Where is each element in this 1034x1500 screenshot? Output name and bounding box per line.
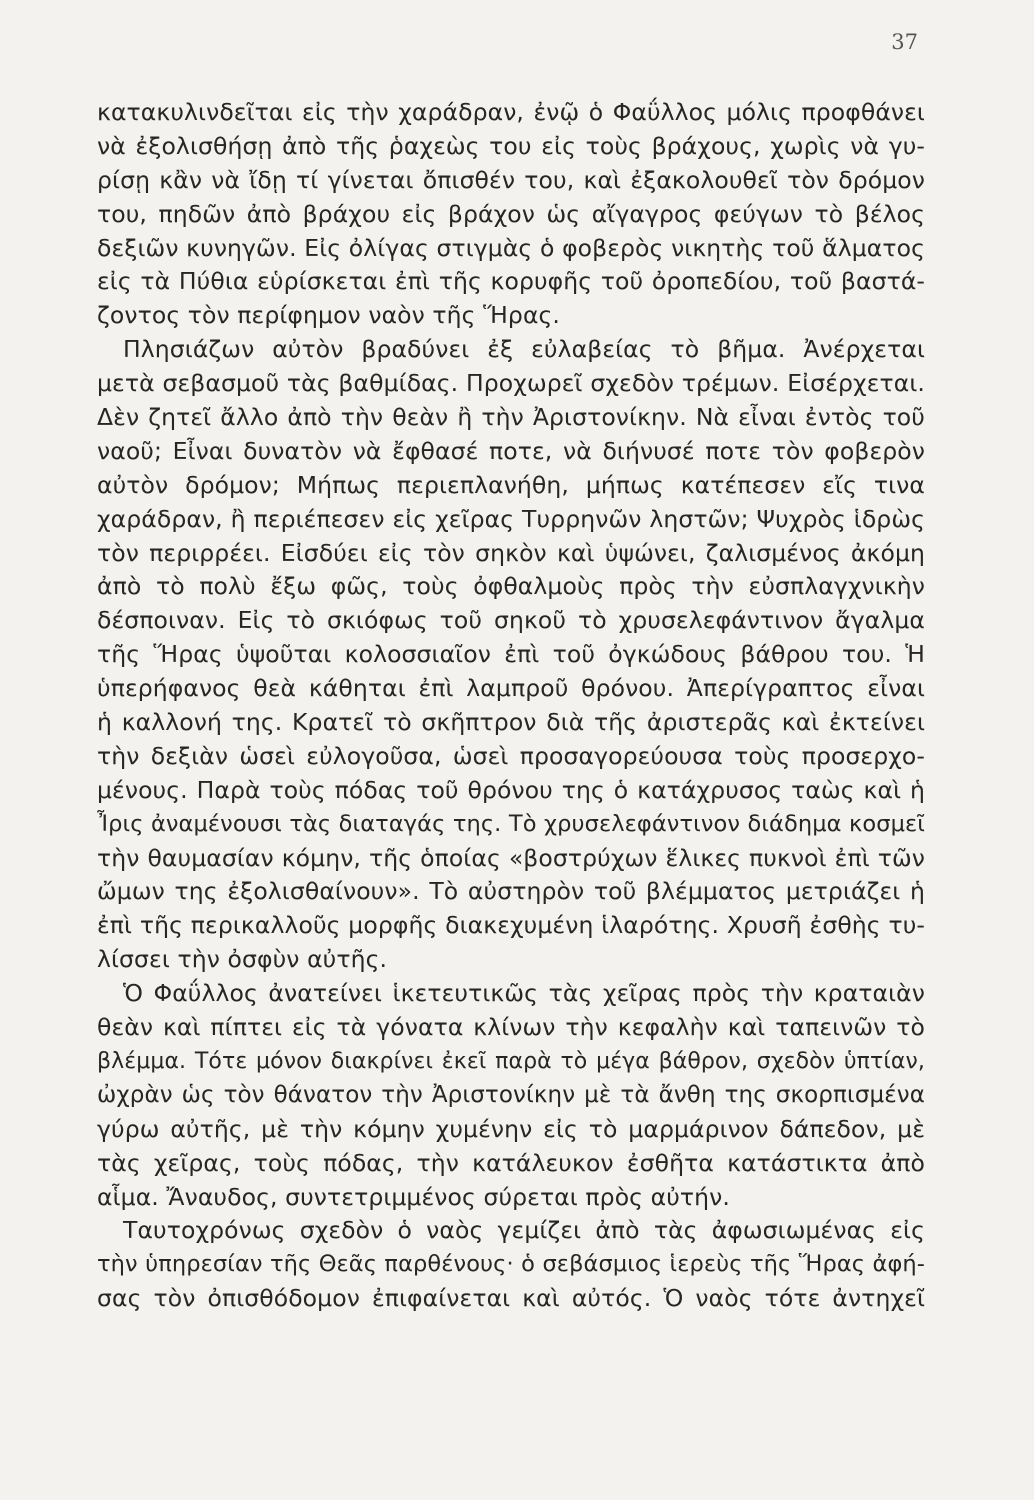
text-line: Ταυτοχρόνως σχεδὸν ὁ ναὸς γεμίζει ἀπὸ τὰς ἀφωσιωμένας εἰς	[123, 1216, 925, 1245]
text-line: Πλησιάζων αὐτὸν βραδύνει ἐξ εὐλαβείας τὸ βῆμα. Ἀνέρχεται	[123, 335, 925, 364]
text-line: γύρω αὐτῆς, μὲ τὴν κόμην χυμένην εἰς τὸ μαρμάρινον δάπεδον, μὲ	[97, 1114, 925, 1143]
text-line: τὴν δεξιὰν ὡσεὶ εὐλογοῦσα, ὡσεὶ προσαγορεύουσα τοὺς προσερχο-	[97, 741, 925, 770]
text-line: ζοντος τὸν περίφημον ναὸν τῆς Ἥρας.	[97, 301, 561, 330]
text-line: ὤμων της ἐξολισθαίνουν». Τὸ αὐστηρὸν τοῦ βλέμματος μετριάζει ἡ	[97, 877, 925, 906]
text-line: Ἶρις ἀναμένουσι τὰς διαταγάς της. Τὸ χρυσελεφάντινον διάδημα κοσμεῖ	[97, 810, 925, 837]
text-line: μετὰ σεβασμοῦ τὰς βαθμίδας. Προχωρεῖ σχεδὸν τρέμων. Εἰσέρχεται.	[97, 369, 925, 398]
text-line: νὰ ἐξολισθήσῃ ἀπὸ τῆς ῥαχεὼς του εἰς τοὺς βράχους, χωρὶς νὰ γυ-	[97, 131, 925, 160]
text-line: ὑπερήφανος θεὰ κάθηται ἐπὶ λαμπροῦ θρόνου. Ἀπερίγραπτος εἶναι	[97, 674, 925, 703]
text-line: ὠχρὰν ὡς τὸν θάνατον τὴν Ἀριστονίκην μὲ τὰ ἄνθη της σκορπισμένα	[97, 1081, 925, 1108]
text-line: Δὲν ζητεῖ ἄλλο ἀπὸ τὴν θεὰν ἢ τὴν Ἀριστονίκην. Νὰ εἶναι ἐντὸς τοῦ	[97, 403, 925, 432]
page-number: 37	[891, 30, 918, 54]
text-line: Ὁ Φαΰλλος ἀνατείνει ἱκετευτικῶς τὰς χεῖρας πρὸς τὴν κραταιὰν	[123, 979, 925, 1008]
text-line: κατακυλινδεῖται εἰς τὴν χαράδραν, ἐνῷ ὁ Φαΰλλος μόλις προφθάνει	[97, 98, 925, 126]
text-line: τὰς χεῖρας, τοὺς πόδας, τὴν κατάλευκον ἐσθῆτα κατάστικτα ἀπὸ	[97, 1148, 925, 1177]
text-line: ἀπὸ τὸ πολὺ ἔξω φῶς, τοὺς ὀφθαλμοὺς πρὸς τὴν εὐσπλαγχνικὴν	[97, 572, 925, 601]
text-line: τῆς Ἥρας ὑψοῦται κολοσσιαῖον ἐπὶ τοῦ ὀγκώδους βάθρου του. Ἡ	[97, 640, 925, 669]
text-line: μένους. Παρὰ τοὺς πόδας τοῦ θρόνου της ὁ κατάχρυσος ταὼς καὶ ἡ	[97, 775, 925, 804]
text-line: τὸν περιρρέει. Εἰσδύει εἰς τὸν σηκὸν καὶ ὑψώνει, ζαλισμένος ἀκόμη	[97, 538, 925, 567]
text-line: ρίσῃ κἂν νὰ ἴδῃ τί γίνεται ὄπισθέν του, καὶ ἐξακολουθεῖ τὸν δρόμον	[97, 165, 925, 194]
text-line: θεὰν καὶ πίπτει εἰς τὰ γόνατα κλίνων τὴν κεφαλὴν καὶ ταπεινῶν τὸ	[97, 1013, 925, 1042]
text-line: εἰς τὰ Πύθια εὑρίσκεται ἐπὶ τῆς κορυφῆς τοῦ ὀροπεδίου, τοῦ βαστά-	[97, 267, 925, 296]
text-line: ἐπὶ τῆς περικαλλοῦς μορφῆς διακεχυμένη ἱλαρότης. Χρυσῆ ἐσθὴς τυ-	[97, 911, 925, 940]
text-line: τὴν ὑπηρεσίαν τῆς Θεᾶς παρθένους· ὁ σεβάσμιος ἱερεὺς τῆς Ἥρας ἀφή-	[97, 1251, 925, 1278]
text-line: ἡ καλλονή της. Κρατεῖ τὸ σκῆπτρον διὰ τῆς ἀριστερᾶς καὶ ἐκτείνει	[97, 708, 925, 737]
text-line: δεξιῶν κυνηγῶν. Εἰς ὀλίγας στιγμὰς ὁ φοβερὸς νικητὴς τοῦ ἅλματος	[97, 233, 925, 262]
text-line: σας τὸν ὀπισθόδομον ἐπιφαίνεται καὶ αὐτός. Ὁ ναὸς τότε ἀντηχεῖ	[97, 1284, 925, 1313]
text-line: χαράδραν, ἢ περιέπεσεν εἰς χεῖρας Τυρρηνῶν ληστῶν; Ψυχρὸς ἱδρὼς	[97, 504, 925, 533]
text-line: ναοῦ; Εἶναι δυνατὸν νὰ ἔφθασέ ποτε, νὰ διήνυσέ ποτε τὸν φοβερὸν	[97, 436, 925, 465]
text-line: αὐτὸν δρόμον; Μήπως περιεπλανήθη, μήπως κατέπεσεν εἴς τινα	[97, 470, 925, 499]
text-line: αἷμα. Ἄναυδος, συντετριμμένος σύρεται πρὸς αὐτήν.	[97, 1182, 730, 1211]
text-line: τὴν θαυμασίαν κόμην, τῆς ὁποίας «βοστρύχων ἕλικες πυκνοὶ ἐπὶ τῶν	[97, 843, 925, 872]
text-line: του, πηδῶν ἀπὸ βράχου εἰς βράχον ὡς αἴγαγρος φεύγων τὸ βέλος	[97, 199, 925, 228]
text-body	[97, 96, 925, 1316]
text-line: δέσποιναν. Εἰς τὸ σκιόφως τοῦ σηκοῦ τὸ χρυσελεφάντινον ἄγαλμα	[97, 606, 925, 635]
text-line: λίσσει τὴν ὀσφὺν αὐτῆς.	[97, 945, 388, 974]
text-line: βλέμμα. Τότε μόνον διακρίνει ἐκεῖ παρὰ τὸ μέγα βάθρον, σχεδὸν ὑπτίαν,	[97, 1048, 925, 1074]
